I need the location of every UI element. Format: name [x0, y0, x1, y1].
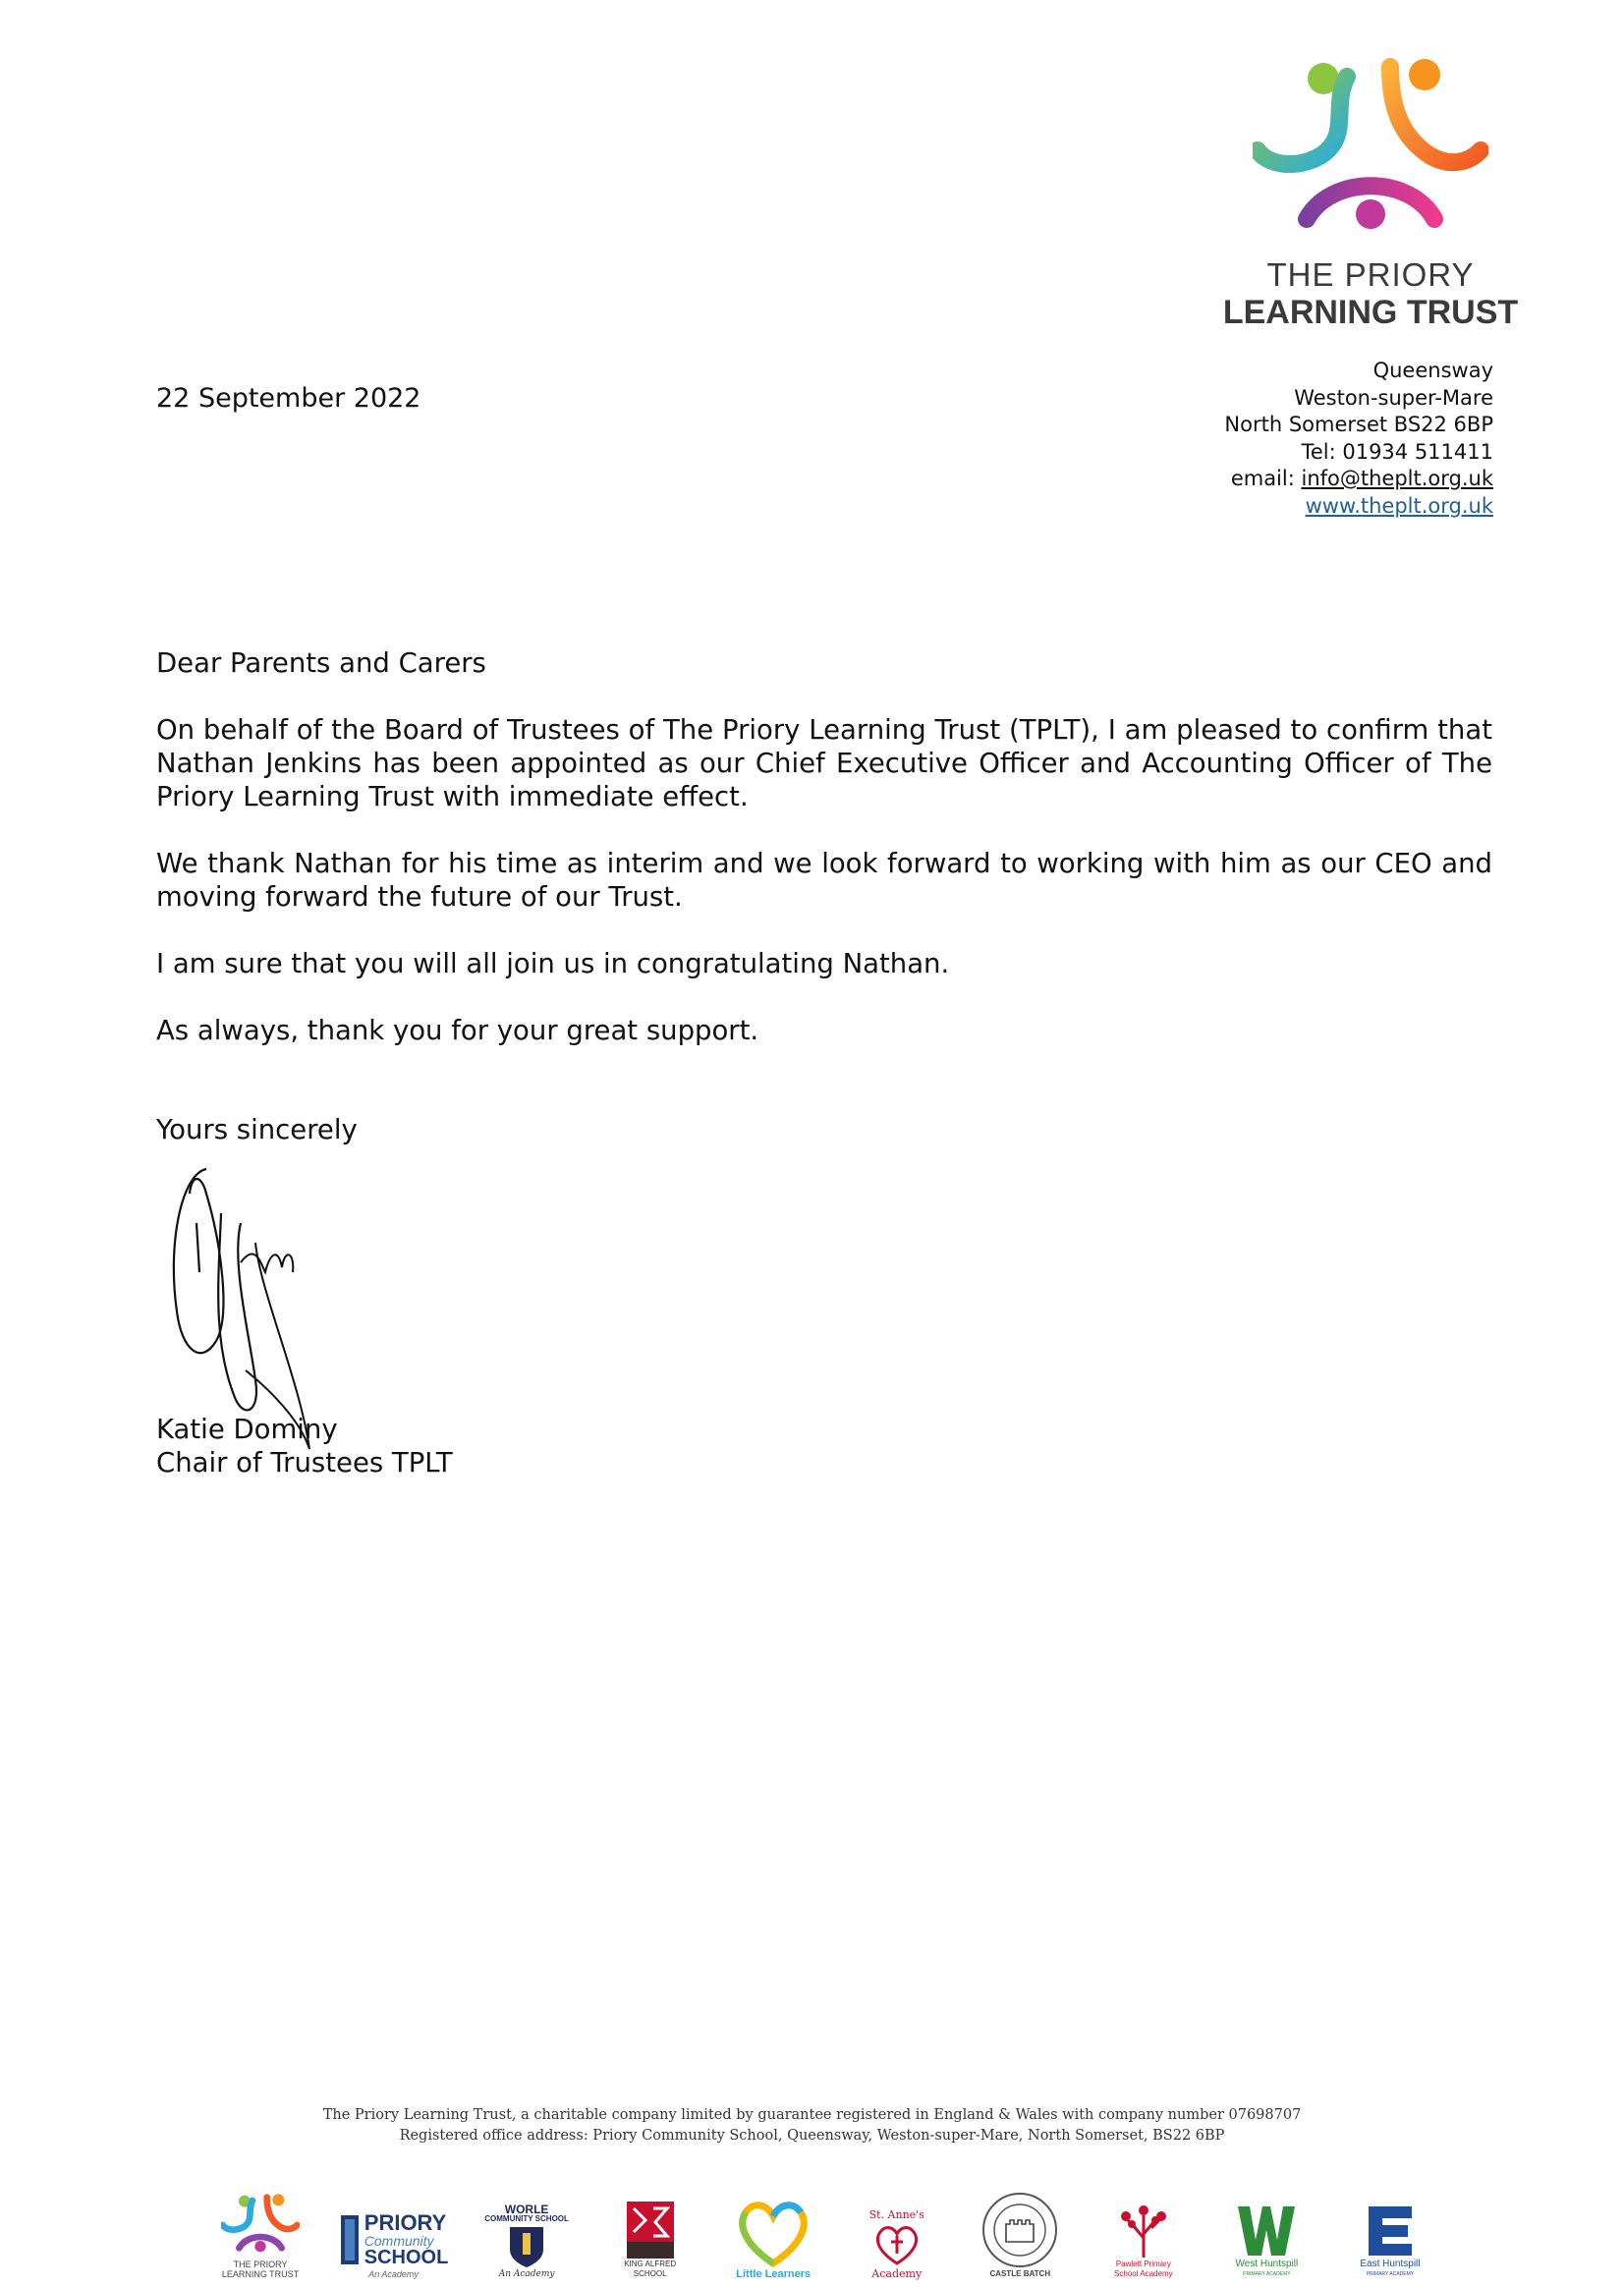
address-line: Weston-super-Mare	[1294, 385, 1493, 410]
telephone: Tel: 01934 511411	[1301, 439, 1493, 464]
w-letter-icon	[1234, 2203, 1299, 2259]
west-huntspill-sub: PRIMARY ACADEMY	[1243, 2271, 1291, 2277]
school-logos-row	[211, 2171, 1439, 2279]
pawlett-caption: Pawlett Primary School Academy	[1114, 2259, 1173, 2278]
trust-name-line2: LEARNING TRUST	[1222, 293, 1519, 331]
little-learners-caption: Little Learners	[736, 2268, 812, 2280]
paragraph: As always, thank you for your great support.	[156, 1015, 759, 1046]
east-huntspill-caption: East Huntspill	[1360, 2259, 1421, 2269]
paragraph: On behalf of the Board of Trustees of The Priory Learning Trust (TPLT), I am pleased to confirm that Nathan Jenkins has been appointed as our Chief Executive Officer and Accounting Officer of The Priory Learning Trust with immediate effect.	[156, 714, 1492, 812]
worle-sub: An Academy	[498, 2269, 555, 2279]
website-link[interactable]: www.theplt.org.uk	[1305, 493, 1493, 518]
priory-school-logo	[335, 2181, 453, 2279]
west-huntspill-caption: West Huntspill	[1235, 2259, 1299, 2269]
book-icon	[339, 2210, 361, 2269]
st-annes-top: St. Anne's	[868, 2208, 924, 2221]
shield-icon	[507, 2224, 546, 2269]
east-huntspill-sub: PRIMARY ACADEMY	[1366, 2271, 1415, 2277]
trust-name	[1179, 257, 1562, 331]
west-huntspill-logo	[1217, 2181, 1316, 2279]
worle-mid: COMMUNITY SCHOOL	[484, 2214, 569, 2223]
email-link[interactable]: info@theplt.org.uk	[1301, 467, 1493, 490]
signer-block	[156, 1413, 453, 1479]
kas-caption: KING ALFRED SCHOOL	[624, 2259, 677, 2278]
kas-crest-icon	[626, 2201, 675, 2259]
plt-logo	[211, 2181, 309, 2279]
east-huntspill-logo	[1341, 2181, 1439, 2279]
trust-logo	[1253, 47, 1488, 253]
priory-bottom: SCHOOL	[364, 2247, 449, 2268]
priory-top: PRIORY	[364, 2210, 447, 2235]
priory-mid: Community	[364, 2233, 434, 2249]
e-letter-icon	[1365, 2203, 1416, 2259]
castle-batch-caption: CASTLE BATCH	[989, 2269, 1051, 2278]
closing: Yours sincerely	[156, 1114, 358, 1145]
footer-line: The Priory Learning Trust, a charitable company limited by guarantee registered in England & Wales with company number 07698707	[322, 2107, 1302, 2123]
paragraph: I am sure that you will all join us in congratulating Nathan.	[156, 948, 950, 979]
footer-legal	[0, 2105, 1624, 2147]
salutation: Dear Parents and Carers	[156, 647, 486, 679]
little-learners-logo	[724, 2181, 822, 2279]
heart-icon	[734, 2197, 812, 2269]
st-annes-logo	[848, 2181, 946, 2279]
pawlett-logo	[1094, 2181, 1193, 2279]
heart-cross-icon	[872, 2220, 922, 2269]
worle-top: WORLE	[504, 2203, 549, 2216]
address-line: Queensway	[1372, 359, 1493, 382]
kas-school-logo	[601, 2181, 700, 2279]
letter-date: 22 September 2022	[156, 383, 421, 414]
plt-emblem-icon	[221, 2191, 300, 2259]
plt-caption: THE PRIORY LEARNING TRUST	[221, 2259, 300, 2279]
signer-title: Chair of Trustees TPLT	[156, 1447, 453, 1478]
footer-line: Registered office address: Priory Community School, Queensway, Weston-super-Mare, North Somerset, BS22 6BP	[399, 2128, 1225, 2144]
st-annes-bottom: Academy	[871, 2267, 923, 2280]
tree-icon	[1114, 2199, 1173, 2259]
worle-school-logo	[477, 2181, 576, 2279]
email-line	[1224, 466, 1493, 493]
castle-badge-icon	[980, 2191, 1059, 2269]
address-line: North Somerset BS22 6BP	[1224, 413, 1493, 436]
address-block	[1224, 358, 1493, 520]
email-label: email:	[1230, 467, 1302, 490]
priory-sub: An Academy	[368, 2269, 419, 2279]
signer-name: Katie Dominy	[156, 1414, 338, 1445]
castle-batch-logo	[971, 2181, 1069, 2279]
trust-name-line1: THE PRIORY	[1266, 256, 1475, 293]
paragraph: We thank Nathan for his time as interim and we look forward to working with him as our CEO and moving forward the future of our Trust.	[156, 848, 1492, 913]
letter-body	[156, 646, 1492, 1180]
